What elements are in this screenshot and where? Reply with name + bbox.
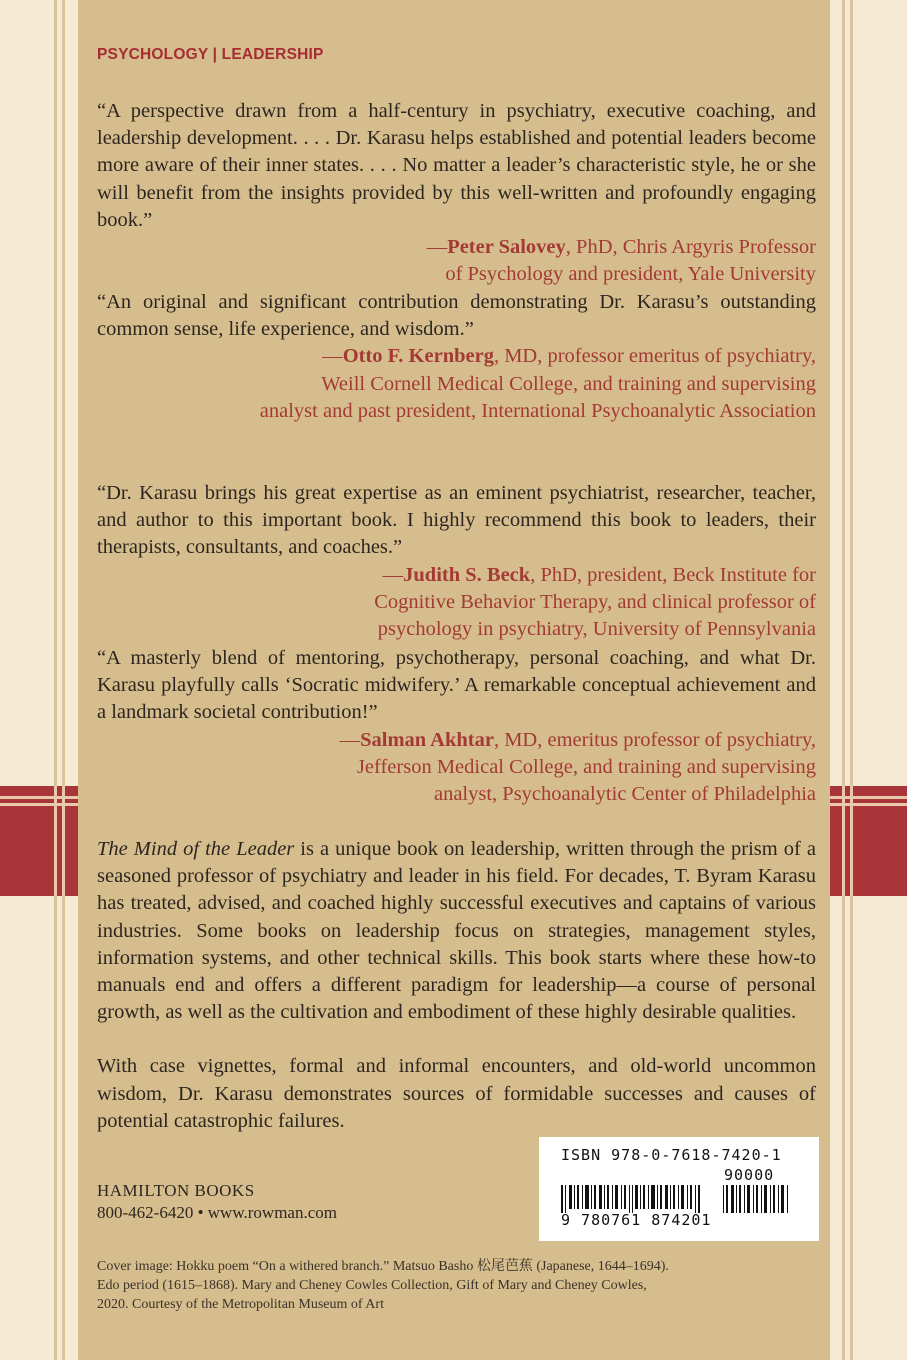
book-description xyxy=(97,836,816,1135)
publisher-block xyxy=(97,1180,337,1224)
attribution-line: , PhD, president, Beck Institute for xyxy=(530,563,816,586)
attribution-line: Weill Cornell Medical College, and training and supervising xyxy=(321,372,816,395)
endorser-name: Judith S. Beck xyxy=(403,563,531,586)
band-stripe xyxy=(54,786,57,896)
book-title: The Mind of the Leader xyxy=(97,838,295,860)
price-code: 90000 xyxy=(724,1166,775,1184)
left-border xyxy=(0,0,80,1360)
quote-text: “An original and significant contribution demonstrating Dr. Karasu’s outstanding common sense, life experience, and wisdom.” xyxy=(97,291,816,341)
attribution-line: analyst and past president, International Psychoanalytic Association xyxy=(259,399,816,422)
band-stripe xyxy=(62,786,65,896)
publisher-name: HAMILTON BOOKS xyxy=(97,1181,255,1200)
quote-text: “A masterly blend of mentoring, psychotherapy, personal coaching, and what Dr. Karasu playfully calls ‘Socratic midwifery.’ A remarkable conceptual achievement and a landmark societal contribution!” xyxy=(97,647,816,724)
border-stripe xyxy=(54,0,57,1360)
attribution-line: , MD, emeritus professor of psychiatry, xyxy=(493,728,816,751)
description-text: is a unique book on leadership, written through the prism of a seasoned professor of psychiatry and leader in his field. For decades, T. Byram Karasu has treated, advised, and coached highly successful executives and captains of various industries. Some books on leadership focus on strategies, management styles, information systems, and other technical skills. This book starts where these how-to manuals end and offers a different paradigm for leadership—a course of personal growth, as well as the cultivation and embodiment of these highly desirable qualities. xyxy=(97,838,816,1024)
endorsement xyxy=(97,289,816,425)
cover-credit xyxy=(97,1257,737,1314)
attribution-line: , MD, professor emeritus of psychiatry, xyxy=(493,345,816,368)
band-stripe xyxy=(850,786,853,896)
endorsement xyxy=(97,645,816,808)
attribution-line: psychology in psychiatry, University of Pennsylvania xyxy=(377,618,816,641)
endorser-name: Otto F. Kernberg xyxy=(342,345,494,368)
endorsement xyxy=(97,98,816,288)
quote-attribution: —Peter Salovey, PhD, Chris Argyris Professor of Psychology and president, Yale University xyxy=(426,236,816,286)
category-label: PSYCHOLOGY | LEADERSHIP xyxy=(97,46,324,63)
endorser-name: Peter Salovey xyxy=(447,236,566,259)
quote-attribution: —Judith S. Beck, PhD, president, Beck Institute for Cognitive Behavior Therapy, and clinical professor of psychology in psychiatry, University of Pennsylvania xyxy=(374,563,816,641)
border-stripe xyxy=(850,0,853,1360)
quote-text: “Dr. Karasu brings his great expertise as an eminent psychiatrist, researcher, teacher, and author to this important book. I highly recommend this book to leaders, their therapists, consultants, and coaches.” xyxy=(97,482,816,559)
description-paragraph xyxy=(97,836,816,1026)
border-stripe xyxy=(62,0,65,1360)
ean-digits: 9 780761 874201 xyxy=(561,1211,712,1229)
quote-text: “A perspective drawn from a half-century in psychiatry, executive coaching, and leadership development. . . . Dr. Karasu helps established and potential leaders become more aware of their inner states. . . . No matter a leader’s characteristic style, he or she will benefit from the insights provided by this well-written and profoundly engaging book.” xyxy=(97,100,816,231)
publisher-contact: 800-462-6420 • www.rowman.com xyxy=(97,1203,337,1222)
quote-attribution: —Salman Akhtar, MD, emeritus professor of psychiatry, Jefferson Medical College, and training and supervising analyst, Psychoanalytic Center of Philadelphia xyxy=(339,728,816,806)
attribution-line: analyst, Psychoanalytic Center of Philadelphia xyxy=(433,783,816,806)
endorsement xyxy=(97,480,816,643)
addon-bars xyxy=(723,1185,793,1213)
quote-attribution: —Otto F. Kernberg, MD, professor emeritus of psychiatry, Weill Cornell Medical College, and training and supervising analyst and past president, International Psychoanalytic Association xyxy=(259,345,816,422)
right-border xyxy=(827,0,907,1360)
attribution-line: of Psychology and president, Yale University xyxy=(445,263,816,286)
credit-line: Cover image: Hokku poem “On a withered branch.” Matsuo Basho 松尾芭蕉 (Japanese, 1644–1694). xyxy=(97,1259,669,1274)
border-stripe xyxy=(842,0,845,1360)
endorser-name: Salman Akhtar xyxy=(360,728,494,751)
isbn-text: ISBN 978-0-7618-7420-1 xyxy=(561,1146,782,1164)
attribution-line: Cognitive Behavior Therapy, and clinical professor of xyxy=(374,590,816,613)
credit-line: Edo period (1615–1868). Mary and Cheney Cowles Collection, Gift of Mary and Cheney Cowles, xyxy=(97,1278,647,1293)
attribution-line: , PhD, Chris Argyris Professor xyxy=(565,236,816,259)
band-stripe xyxy=(842,786,845,896)
description-paragraph: With case vignettes, formal and informal encounters, and old-world uncommon wisdom, Dr. Karasu demonstrates sources of formidable successes and causes of potential catastrophic failures. xyxy=(97,1055,816,1132)
attribution-line: Jefferson Medical College, and training and supervising xyxy=(356,755,816,778)
ean-bars xyxy=(561,1185,711,1213)
credit-line: 2020. Courtesy of the Metropolitan Museum of Art xyxy=(97,1297,384,1312)
isbn-barcode xyxy=(539,1137,819,1241)
